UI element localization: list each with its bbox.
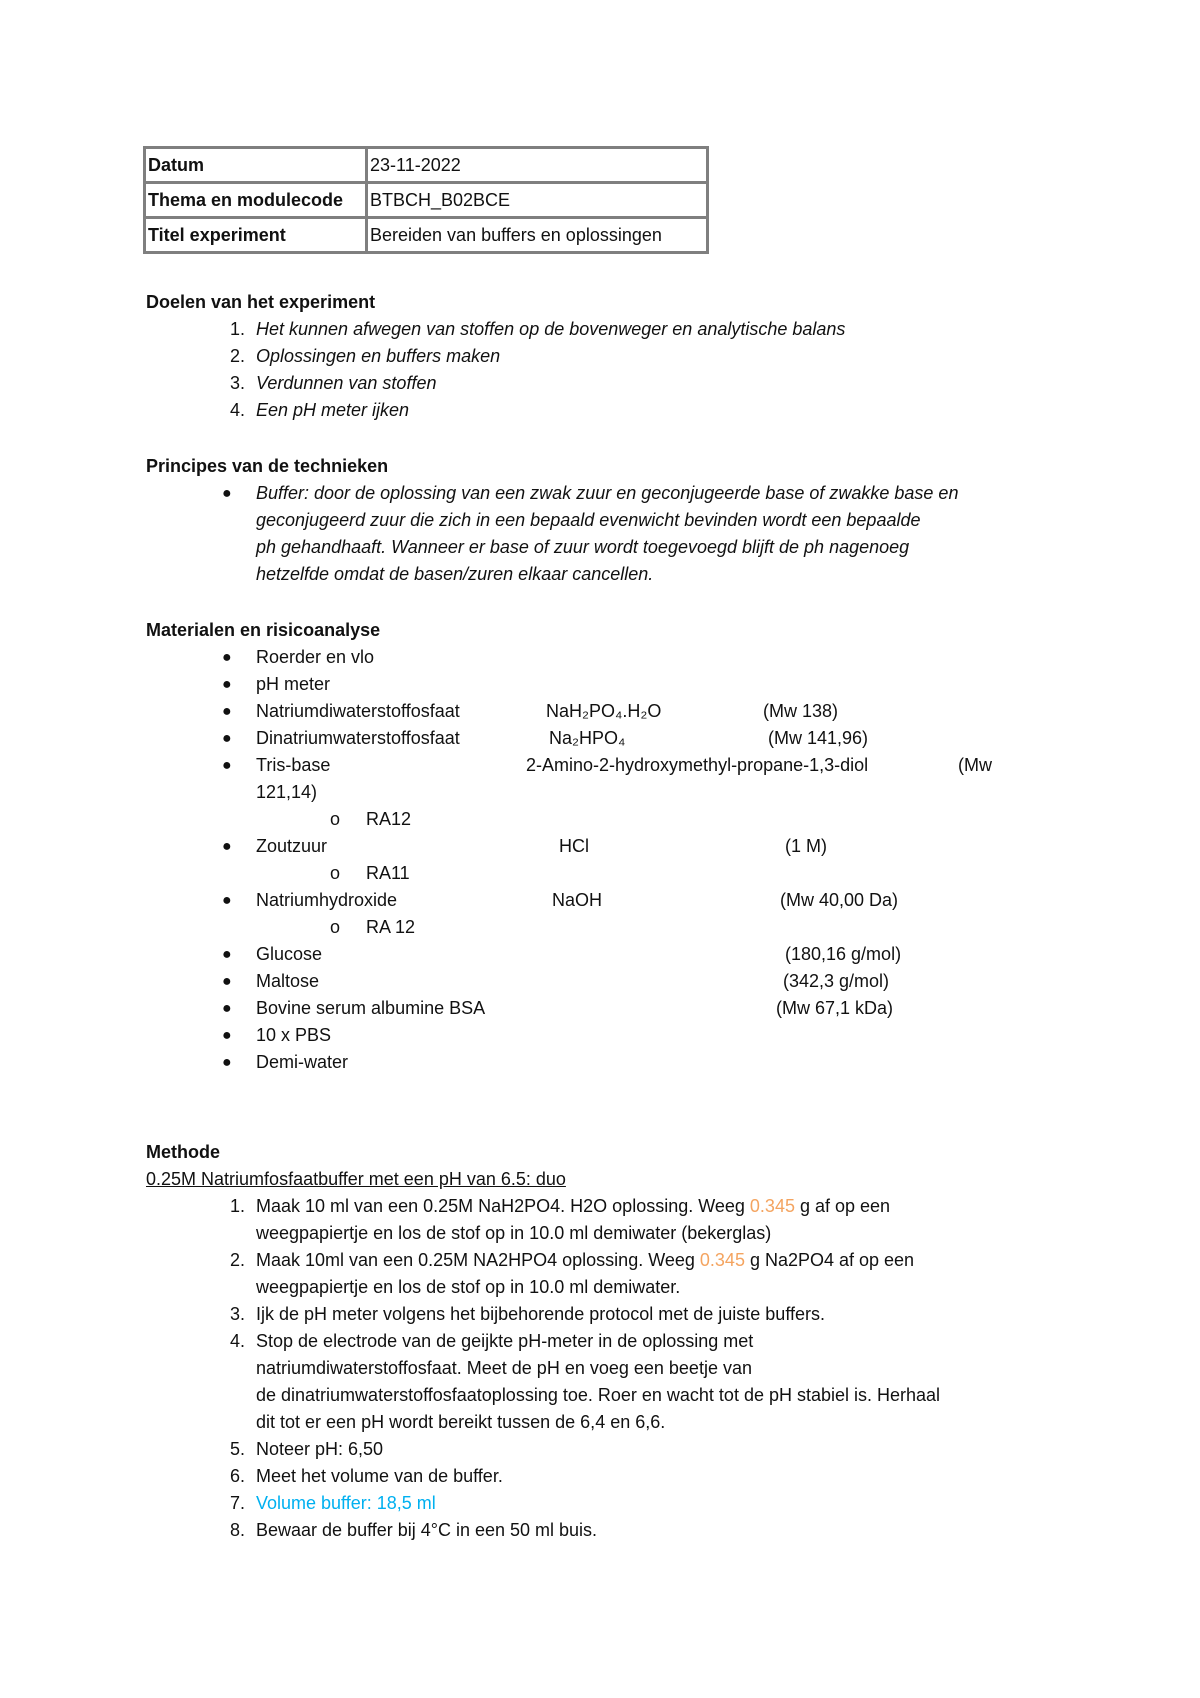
list-number: 7. [229,1493,245,1513]
table-label: Datum [145,148,367,183]
list-number: 2. [229,1250,245,1270]
material-mw: (Mw 141,96) [768,728,869,748]
step-highlight: 0.345 [749,1196,795,1216]
material-mw: (342,3 g/mol) [783,971,890,991]
material-mw: (Mw [958,755,992,775]
step-highlight: 0.345 [699,1250,745,1270]
method-subheading-text: M Natriumfosfaatbuffer met een pH van 6.5: duo [181,1169,566,1189]
bullet-icon: ● [222,973,232,990]
bullet-icon: ● [222,676,232,693]
material-formula: NaOH [552,890,603,910]
method-step: Volume buffer: 18,5 ml [256,1493,436,1513]
method-step: Noteer pH: 6,50 [256,1439,384,1459]
material-name: Natriumdiwaterstoffosfaat [256,701,460,721]
experiment-info-table [143,146,709,254]
table-row [145,218,708,253]
method-subheading-concentration: 0.25 [146,1169,182,1189]
method-subheading [146,1166,566,1193]
bullet-icon: ● [222,1000,232,1017]
table-label: Thema en modulecode [145,183,367,218]
method-step [256,1193,890,1220]
list-number: 4. [229,400,245,420]
method-step: Bewaar de buffer bij 4°C in een 50 ml buis. [256,1520,598,1540]
method-step-line: de dinatriumwaterstoffosfaatoplossing toe. Roer en wacht tot de pH stabiel is. Herhaal [256,1385,941,1405]
step-text: g af op een [794,1196,891,1216]
materials-heading: Materialen en risicoanalyse [146,620,381,640]
goal-item: Een pH meter ijken [256,400,410,420]
table-value: Bereiden van buffers en oplossingen [367,218,708,253]
goal-item: Het kunnen afwegen van stoffen op de bovenweger en analytische balans [256,319,846,339]
material-name: Natriumhydroxide [256,890,398,910]
table-label: Titel experiment [145,218,367,253]
bullet-icon: ● [222,730,232,747]
method-step-line: natriumdiwaterstoffosfaat. Meet de pH en voeg een beetje van [256,1358,752,1378]
step-text: Maak 10ml van een 0.25M NA2HPO4 oplossing. Weeg [256,1250,700,1270]
material-name: Demi-water [256,1052,349,1072]
risk-code: RA 12 [366,917,416,937]
material-mw: (180,16 g/mol) [785,944,902,964]
material-name: Tris-base [256,755,331,775]
list-number: 1. [229,1196,245,1216]
material-mw: (Mw 40,00 Da) [780,890,899,910]
step-text: Maak 10 ml van een 0.25M NaH2PO4. H2O oplossing. Weeg [256,1196,750,1216]
material-name: Roerder en vlo [256,647,375,667]
sub-bullet-icon: o [330,809,341,829]
list-number: 8. [229,1520,245,1540]
material-name: Dinatriumwaterstoffosfaat [256,728,460,748]
list-number: 3. [229,1304,245,1324]
bullet-icon: ● [222,838,232,855]
bullet-icon: ● [222,703,232,720]
material-formula: Na₂HPO₄ [549,728,626,748]
list-number: 4. [229,1331,245,1351]
table-value: 23-11-2022 [367,148,708,183]
material-formula: 2-Amino-2-hydroxymethyl-propane-1,3-diol [526,755,869,775]
bullet-icon: ● [222,1027,232,1044]
goals-heading: Doelen van het experiment [146,292,376,312]
method-step [256,1247,914,1274]
goal-item: Verdunnen van stoffen [256,373,437,393]
method-step: Stop de electrode van de geijkte pH-meter in de oplossing met [256,1331,754,1351]
material-mw-continued: 121,14) [256,782,318,802]
material-name: Bovine serum albumine BSA [256,998,486,1018]
method-heading: Methode [146,1142,220,1162]
list-number: 2. [229,346,245,366]
sub-bullet-icon: o [330,917,341,937]
list-number: 5. [229,1439,245,1459]
bullet-icon: ● [222,757,232,774]
material-name: Maltose [256,971,320,991]
goal-item: Oplossingen en buffers maken [256,346,501,366]
material-mw: (1 M) [785,836,827,856]
sub-bullet-icon: o [330,863,341,883]
method-step-line: weegpapiertje en los de stof op in 10.0 ml demiwater. [256,1277,681,1297]
material-mw: (Mw 67,1 kDa) [776,998,894,1018]
principle-line: Buffer: door de oplossing van een zwak zuur en geconjugeerde base of zwakke base en [256,483,959,503]
method-step-line: weegpapiertje en los de stof op in 10.0 ml demiwater (bekerglas) [256,1223,772,1243]
principles-heading: Principes van de technieken [146,456,389,476]
material-name: Glucose [256,944,323,964]
principle-line: hetzelfde omdat de basen/zuren elkaar cancellen. [256,564,654,584]
method-step-line: dit tot er een pH wordt bereikt tussen de 6,4 en 6,6. [256,1412,666,1432]
risk-code: RA12 [366,809,412,829]
bullet-icon: ● [222,1054,232,1071]
material-formula: HCl [559,836,589,856]
material-mw: (Mw 138) [763,701,839,721]
material-formula: NaH₂PO₄.H₂O [546,701,662,721]
list-number: 6. [229,1466,245,1486]
table-row [145,148,708,183]
principle-line: ph gehandhaaft. Wanneer er base of zuur wordt toegevoegd blijft de ph nagenoeg [256,537,910,557]
table-row [145,183,708,218]
risk-code: RA11 [366,863,410,883]
principle-line: geconjugeerd zuur die zich in een bepaald evenwicht bevinden wordt een bepaalde [256,510,921,530]
material-name: pH meter [256,674,331,694]
bullet-icon: ● [222,892,232,909]
list-number: 3. [229,373,245,393]
method-step: Ijk de pH meter volgens het bijbehorende protocol met de juiste buffers. [256,1304,825,1324]
bullet-icon: ● [222,485,232,502]
table-value: BTBCH_B02BCE [367,183,708,218]
step-text: g Na2PO4 af op een [744,1250,915,1270]
material-name: Zoutzuur [256,836,328,856]
bullet-icon: ● [222,649,232,666]
method-step: Meet het volume van de buffer. [256,1466,503,1486]
list-number: 1. [229,319,245,339]
bullet-icon: ● [222,946,232,963]
material-name: 10 x PBS [256,1025,332,1045]
